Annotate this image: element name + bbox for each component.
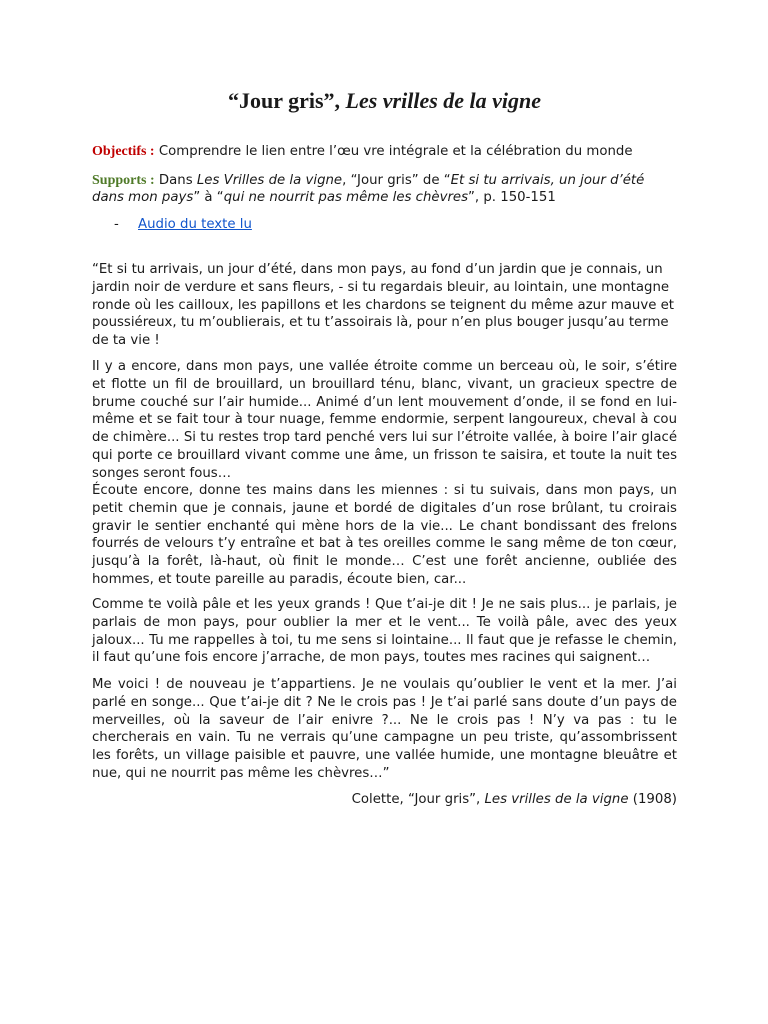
supports-end-quote: qui ne nourrit pas même les chèvres <box>223 190 469 205</box>
signature <box>92 791 677 809</box>
supports-label: Supports : <box>92 173 155 188</box>
paragraph-2b: Écoute encore, donne tes mains dans les miennes : si tu suivais, dans mon pays, un petit chemin que je connais, jaune et bordé de digitales d’un rose brûlant, tu croirais gravir le sentier enchanté qui mène hors de la vie... Le chant bondissant des frelons fourrés de velours t’y entraîne et bat à tes oreilles comme le sang même de ton cœur, jusqu’à la forêt, là-haut, où finit le monde… C’est une forêt ancienne, oubliée des hommes, et toute pareille au paradis, écoute bien, car... <box>92 483 677 587</box>
supports-text-2: , “Jour gris” de “ <box>342 173 451 188</box>
document-title <box>92 88 677 114</box>
objectifs-line <box>92 143 677 160</box>
paragraph-1: “Et si tu arrivais, un jour d’été, dans mon pays, au fond d’un jardin que je connais, un jardin noir de verdure et sans fleurs, - si tu regardais bleuir, au lointain, une montagne ronde où les cailloux, les papillons et les chardons se teignent du même azur mauve et poussiéreux, tu m’oublierais, et tu t’assoirais là, pour n’en plus bouger jusqu’au terme de ta vie ! <box>92 262 674 349</box>
signature-year: (1908) <box>632 792 677 807</box>
supports-line <box>92 172 677 206</box>
supports-start-quote: Et si tu arrivais, un jour d’été dans mon pays <box>92 173 645 205</box>
signature-work: Les vrilles de la vigne <box>484 792 629 807</box>
title-prefix: “Jour gris”, <box>227 88 341 113</box>
supports-book: Les Vrilles de la vigne <box>196 173 343 188</box>
objectifs-text: Comprendre le lien entre l’œu vre intégrale et la célébration du monde <box>158 144 633 159</box>
paragraph-2a: Il y a encore, dans mon pays, une vallée étroite comme un berceau où, le soir, s’étire et flotte un fil de brouillard, un brouillard ténu, blanc, vivant, un gracieux spectre de brume couché sur l’air humide... Animé d’un lent mouvement d’onde, il se fond en lui-même et se fait tour à tour nuage, femme endormie, serpent langoureux, cheval à cou de chimère... Si tu restes trop tard penché vers lui sur l’étroite vallée, à boire l’air glacé qui porte ce brouillard vivant comme une âme, un frisson te saisira, et toute la nuit tes songes seront fous… <box>92 359 677 481</box>
paragraph-3: Comme te voilà pâle et les yeux grands ! Que t’ai-je dit ! Je ne sais plus... je parlais, je parlais de mon pays, pour oublier la mer et le vent... Te voilà pâle, avec des yeux jaloux... Tu me rappelles à toi, tu me sens si lointaine... Il faut que je refasse le chemin, il faut qu’une fois encore j’arrache, de mon pays, toutes mes racines qui saignent… <box>92 597 677 666</box>
supports-text-4: ”, p. 150-151 <box>468 190 556 205</box>
list-dash: - <box>114 217 119 232</box>
title-work: Les vrilles de la vigne <box>345 88 542 113</box>
supports-text-1: Dans <box>158 173 193 188</box>
paragraph-4: Me voici ! de nouveau je t’appartiens. Je ne voulais qu’oublier le vent et la mer. J’ai parlé en songe... Que t’ai-je dit ? Ne le crois pas ! Je t’ai parlé sans doute d’un pays de merveilles, où la saveur de l’air enivre ?... Ne le crois pas ! N’y va pas : tu le chercherais en vain. Tu ne verrais qu’une campagne un peu triste, qu’assombrissent les forêts, un village paisible et pauvre, une vallée humide, une montagne bleuâtre et nue, qui ne nourrit pas même les chèvres…” <box>92 677 677 781</box>
supports-text-3: ” à “ <box>193 190 224 205</box>
audio-list-item <box>114 216 252 233</box>
audio-link[interactable]: Audio du texte lu <box>138 217 252 232</box>
objectifs-label: Objectifs : <box>92 144 155 159</box>
signature-author: Colette, “Jour gris”, <box>351 792 481 807</box>
